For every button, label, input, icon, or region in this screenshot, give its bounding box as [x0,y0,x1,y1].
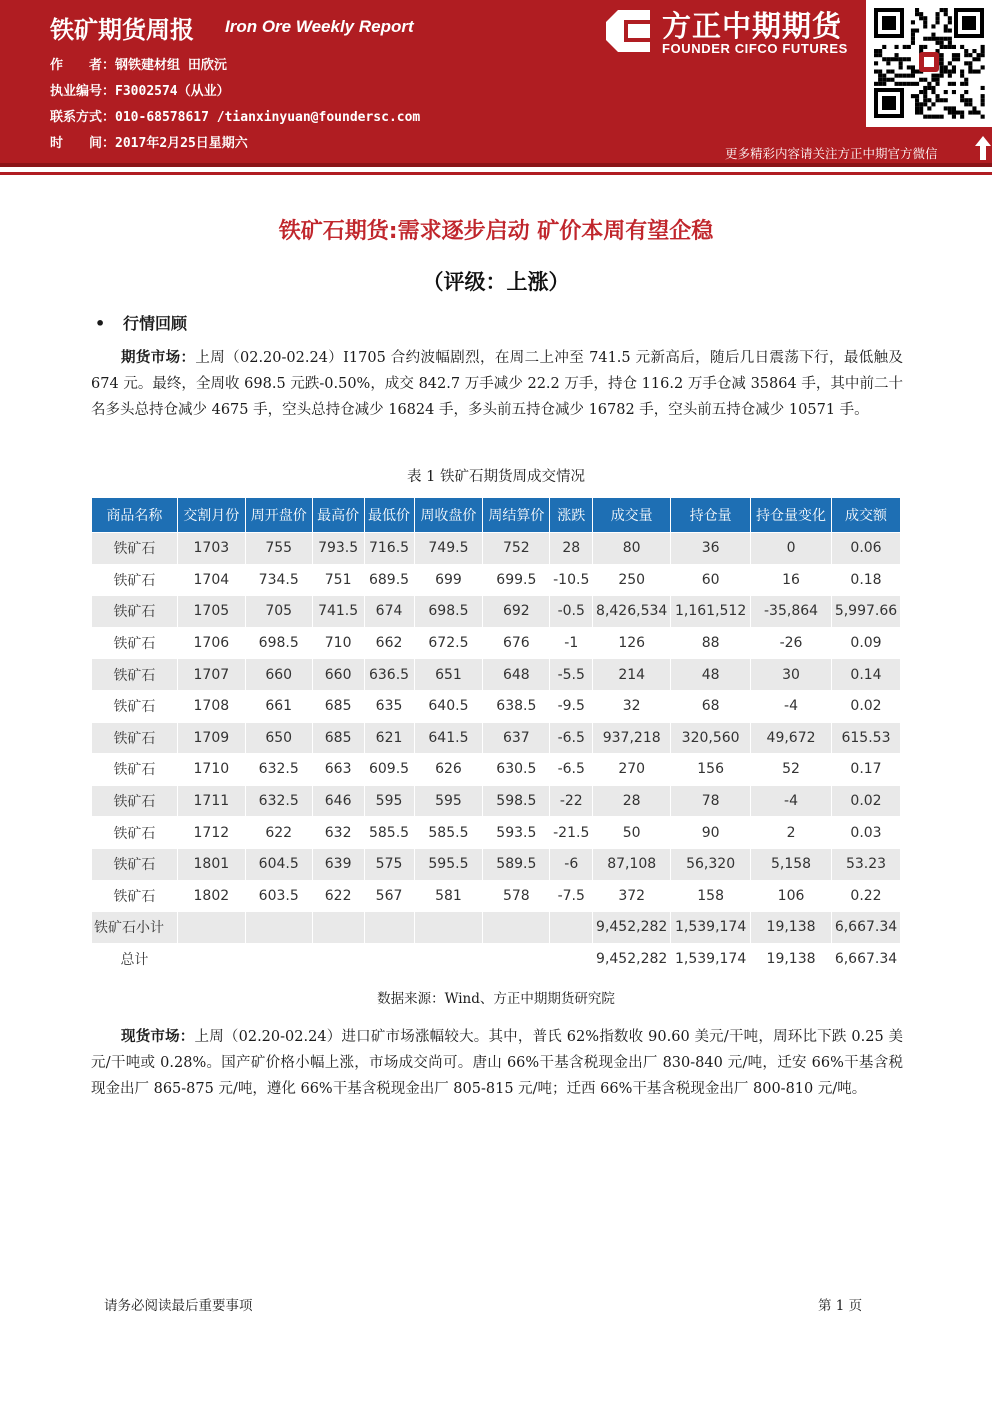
table-cell: 595 [414,785,483,817]
table-cell: 铁矿石 [92,754,178,786]
table-cell: 567 [364,880,414,912]
meta-label: 执业编号： [50,84,116,99]
table-header-row [92,498,901,533]
column-header: 周开盘价 [245,498,312,533]
table-cell [364,943,414,975]
document-title: 铁矿石期货:需求逐步启动 矿价本周有望企稳 [278,219,714,244]
table-cell: -26 [751,627,832,659]
table-cell: 78 [671,785,751,817]
table-cell: 8,426,534 [593,596,671,628]
table-cell: 0.06 [831,533,900,565]
table-cell: 1802 [177,880,245,912]
table-cell: 793.5 [312,533,364,565]
table-cell: 126 [593,627,671,659]
table-cell: 698.5 [414,596,483,628]
table-cell: 19,138 [751,912,832,944]
table-cell: -6.5 [550,722,593,754]
table-cell: 铁矿石 [92,533,178,565]
table-cell: 0 [751,533,832,565]
table-cell: 661 [245,690,312,722]
table-cell: 581 [414,880,483,912]
table-cell: 5,158 [751,848,832,880]
table-cell: 603.5 [245,880,312,912]
futures-market-lead: 期货市场： [121,350,196,366]
table-row [92,848,901,880]
table-cell: 626 [414,754,483,786]
table-cell: 铁矿石小计 [92,912,178,944]
table-cell: 30 [751,659,832,691]
spot-market-paragraph [91,1024,903,1102]
table-cell: 68 [671,690,751,722]
table-cell: 87,108 [593,848,671,880]
table-cell: 80 [593,533,671,565]
table-cell: -35,864 [751,596,832,628]
table-cell: 716.5 [364,533,414,565]
table-cell [550,912,593,944]
spot-market-lead: 现货市场： [121,1029,195,1045]
table-cell: 632.5 [245,754,312,786]
table-caption: 表 1 铁矿石期货周成交情况 [407,469,585,485]
data-source-note: 数据来源：Wind、方正中期期货研究院 [377,991,615,1007]
table-cell: 705 [245,596,312,628]
meta-date [50,132,248,151]
table-cell: 0.02 [831,690,900,722]
qr-code-icon [866,0,992,127]
table-cell: 48 [671,659,751,691]
table-cell [550,943,593,975]
futures-trading-table [91,497,901,975]
column-header: 最高价 [312,498,364,533]
table-cell: 676 [483,627,550,659]
table-cell: 320,560 [671,722,751,754]
table-cell: 632 [312,817,364,849]
header-rule [0,172,992,175]
table-cell: 593.5 [483,817,550,849]
table-row [92,817,901,849]
table-cell: 685 [312,722,364,754]
table-cell: 640.5 [414,690,483,722]
column-header: 商品名称 [92,498,178,533]
table-cell: 铁矿石 [92,848,178,880]
table-cell: 755 [245,533,312,565]
table-cell: 106 [751,880,832,912]
table-cell: 660 [245,659,312,691]
table-cell: 615.53 [831,722,900,754]
table-cell: 637 [483,722,550,754]
table-cell: 674 [364,596,414,628]
table-cell: -0.5 [550,596,593,628]
table-cell: 1,161,512 [671,596,751,628]
table-cell: 1705 [177,596,245,628]
spot-market-body: 上周（02.20-02.24）进口矿市场涨幅较大。其中，普氏 62%指数收 90.60 美元/干吨，周环比下跌 0.25 美元/干吨或 0.28%。国产矿价格小幅上涨，市场成交尚可。唐山 66%干基含税现金出厂 830-840 元/吨，迁安 66%干基含税现金出厂 865-875 元/吨，遵化 66%干基含税现金出厂 805-815 元/吨；迁西 66%干基含税现金出厂 800-810 元/吨。 [91,1029,903,1097]
table-cell: 1708 [177,690,245,722]
column-header: 持仓量 [671,498,751,533]
table-cell: -5.5 [550,659,593,691]
table-cell: -6 [550,848,593,880]
table-cell [177,943,245,975]
column-header: 最低价 [364,498,414,533]
table-cell: 646 [312,785,364,817]
table-cell: 270 [593,754,671,786]
meta-value: 010-68578617 /tianxinyuan@foundersc.com [115,110,421,125]
table-cell: 710 [312,627,364,659]
table-cell: 0.17 [831,754,900,786]
table-cell: 铁矿石 [92,627,178,659]
arrow-up-icon [974,135,992,161]
table-cell: 158 [671,880,751,912]
document-rating: （评级：上涨） [422,270,570,294]
table-cell: 50 [593,817,671,849]
table-cell: 1703 [177,533,245,565]
table-cell: 752 [483,533,550,565]
table-cell: 741.5 [312,596,364,628]
table-cell: 734.5 [245,564,312,596]
column-header: 周结算价 [483,498,550,533]
table-cell: 铁矿石 [92,596,178,628]
table-cell: 铁矿石 [92,880,178,912]
footer-notice: 请务必阅读最后重要事项 [104,1298,253,1314]
table-cell: 622 [312,880,364,912]
table-cell: 699 [414,564,483,596]
column-header: 成交额 [831,498,900,533]
table-cell: 250 [593,564,671,596]
section-heading-text: 行情回顾 [123,314,188,333]
table-cell [414,943,483,975]
table-cell: 铁矿石 [92,785,178,817]
table-cell: 56,320 [671,848,751,880]
table-cell: 36 [671,533,751,565]
column-header: 交割月份 [177,498,245,533]
table-cell: 6,667.34 [831,943,900,975]
table-cell: 28 [550,533,593,565]
table-cell: -22 [550,785,593,817]
table-row [92,596,901,628]
table-cell: 0.09 [831,627,900,659]
meta-contact [50,106,420,125]
table-cell [312,912,364,944]
futures-market-body: 上周（02.20-02.24）I1705 合约波幅剧烈，在周二上冲至 741.5 元新高后，随后几日震荡下行，最低触及 674 元。最终，全周收 698.5 元跌-0.50%，成交 842.7 万手减少 22.2 万手，持仓 116.2 万手仓减 35864 手，其中前二十名多头总持仓减少 4675 手，空头总持仓减少 16824 手，多头前五持仓减少 16782 手，空头前五持仓减少 10571 手。 [91,350,903,418]
meta-value: 2017年2月25日星期六 [115,136,248,151]
table-cell: 632.5 [245,785,312,817]
table-cell [245,912,312,944]
column-header: 成交量 [593,498,671,533]
table-row [92,533,901,565]
table-cell: 1710 [177,754,245,786]
table-cell: 685 [312,690,364,722]
wechat-qr-code[interactable] [866,0,992,127]
table-row [92,690,901,722]
table-cell: 90 [671,817,751,849]
table-cell: 49,672 [751,722,832,754]
column-header: 涨跌 [550,498,593,533]
table-cell: 0.03 [831,817,900,849]
table-cell: 铁矿石 [92,659,178,691]
table-cell: 214 [593,659,671,691]
table-cell: 635 [364,690,414,722]
meta-label: 联系方式： [50,110,116,125]
table-cell: 88 [671,627,751,659]
table-cell: -6.5 [550,754,593,786]
table-cell: 578 [483,880,550,912]
table-cell [364,912,414,944]
table-cell: 32 [593,690,671,722]
table-cell: 639 [312,848,364,880]
table-row [92,943,901,975]
table-cell: 575 [364,848,414,880]
table-cell: -21.5 [550,817,593,849]
table-cell: 598.5 [483,785,550,817]
column-header: 周收盘价 [414,498,483,533]
table-cell: 铁矿石 [92,564,178,596]
table-cell: 660 [312,659,364,691]
report-title: 铁矿期货周报 [50,16,194,44]
table-cell: 937,218 [593,722,671,754]
column-header: 持仓量变化 [751,498,832,533]
table-cell: 53.23 [831,848,900,880]
table-cell: 9,452,282 [593,943,671,975]
table-cell: 648 [483,659,550,691]
table-cell: 692 [483,596,550,628]
meta-value: 钢铁建材组 田欣沅 [115,58,227,73]
report-subtitle: Iron Ore Weekly Report [225,17,414,36]
table-cell: 6,667.34 [831,912,900,944]
table-cell: 630.5 [483,754,550,786]
meta-license [50,80,230,99]
table-cell: 1704 [177,564,245,596]
meta-label: 作 者： [50,58,116,73]
table-cell: 689.5 [364,564,414,596]
table-cell: 0.22 [831,880,900,912]
table-cell: 1706 [177,627,245,659]
table-cell: -10.5 [550,564,593,596]
table-cell: 621 [364,722,414,754]
table-cell: 铁矿石 [92,817,178,849]
table-cell: 156 [671,754,751,786]
table-cell: 662 [364,627,414,659]
table-cell: 589.5 [483,848,550,880]
table-cell: 1707 [177,659,245,691]
table-cell: 651 [414,659,483,691]
table-cell: 698.5 [245,627,312,659]
table-cell: 2 [751,817,832,849]
table-cell [483,912,550,944]
table-cell: -7.5 [550,880,593,912]
table-row [92,912,901,944]
table-cell: 585.5 [364,817,414,849]
brand-name-en: FOUNDER CIFCO FUTURES [662,41,848,56]
table-cell: 749.5 [414,533,483,565]
table-cell: 585.5 [414,817,483,849]
table-cell: -9.5 [550,690,593,722]
table-cell: 5,997.66 [831,596,900,628]
table-cell: 0.14 [831,659,900,691]
brand-name-cn: 方正中期期货 [662,9,843,43]
table-cell: 1712 [177,817,245,849]
table-cell: 0.02 [831,785,900,817]
table-cell: 609.5 [364,754,414,786]
table-cell: 1,539,174 [671,912,751,944]
table-cell [312,943,364,975]
follow-wechat-text: 更多精彩内容请关注方正中期官方微信 [725,146,938,161]
table-row [92,785,901,817]
table-body [92,533,901,975]
table-cell: -4 [751,785,832,817]
table-cell: -4 [751,690,832,722]
table-cell [414,912,483,944]
header-divider [0,163,992,167]
table-cell: -1 [550,627,593,659]
table-cell: 636.5 [364,659,414,691]
table-cell: 19,138 [751,943,832,975]
section-heading [95,311,187,334]
table-row [92,880,901,912]
table-cell: 372 [593,880,671,912]
table-cell: 1711 [177,785,245,817]
table-cell: 28 [593,785,671,817]
table-cell [483,943,550,975]
page-number: 第 1 页 [818,1298,863,1314]
table-cell: 总计 [92,943,178,975]
table-cell: 1801 [177,848,245,880]
table-cell [177,912,245,944]
table-cell: 52 [751,754,832,786]
table-cell: 铁矿石 [92,722,178,754]
table-cell: 604.5 [245,848,312,880]
table-cell: 9,452,282 [593,912,671,944]
table-cell [245,943,312,975]
table-row [92,564,901,596]
table-cell: 595.5 [414,848,483,880]
table-cell: 16 [751,564,832,596]
table-cell: 751 [312,564,364,596]
futures-market-paragraph [91,345,903,423]
table-cell: 铁矿石 [92,690,178,722]
bullet-icon: • [95,314,106,333]
table-cell: 595 [364,785,414,817]
table-row [92,627,901,659]
table-row [92,754,901,786]
table-cell: 1,539,174 [671,943,751,975]
table-cell: 641.5 [414,722,483,754]
table-row [92,659,901,691]
founder-logo-icon [604,8,652,54]
table-row [92,722,901,754]
table-cell: 663 [312,754,364,786]
table-cell: 650 [245,722,312,754]
table-cell: 1709 [177,722,245,754]
meta-value: F3002574（从业） [115,84,230,99]
meta-author [50,54,227,73]
table-cell: 672.5 [414,627,483,659]
table-cell: 622 [245,817,312,849]
table-cell: 638.5 [483,690,550,722]
table-cell: 699.5 [483,564,550,596]
table-cell: 60 [671,564,751,596]
table-cell: 0.18 [831,564,900,596]
meta-label: 时 间： [50,136,116,151]
